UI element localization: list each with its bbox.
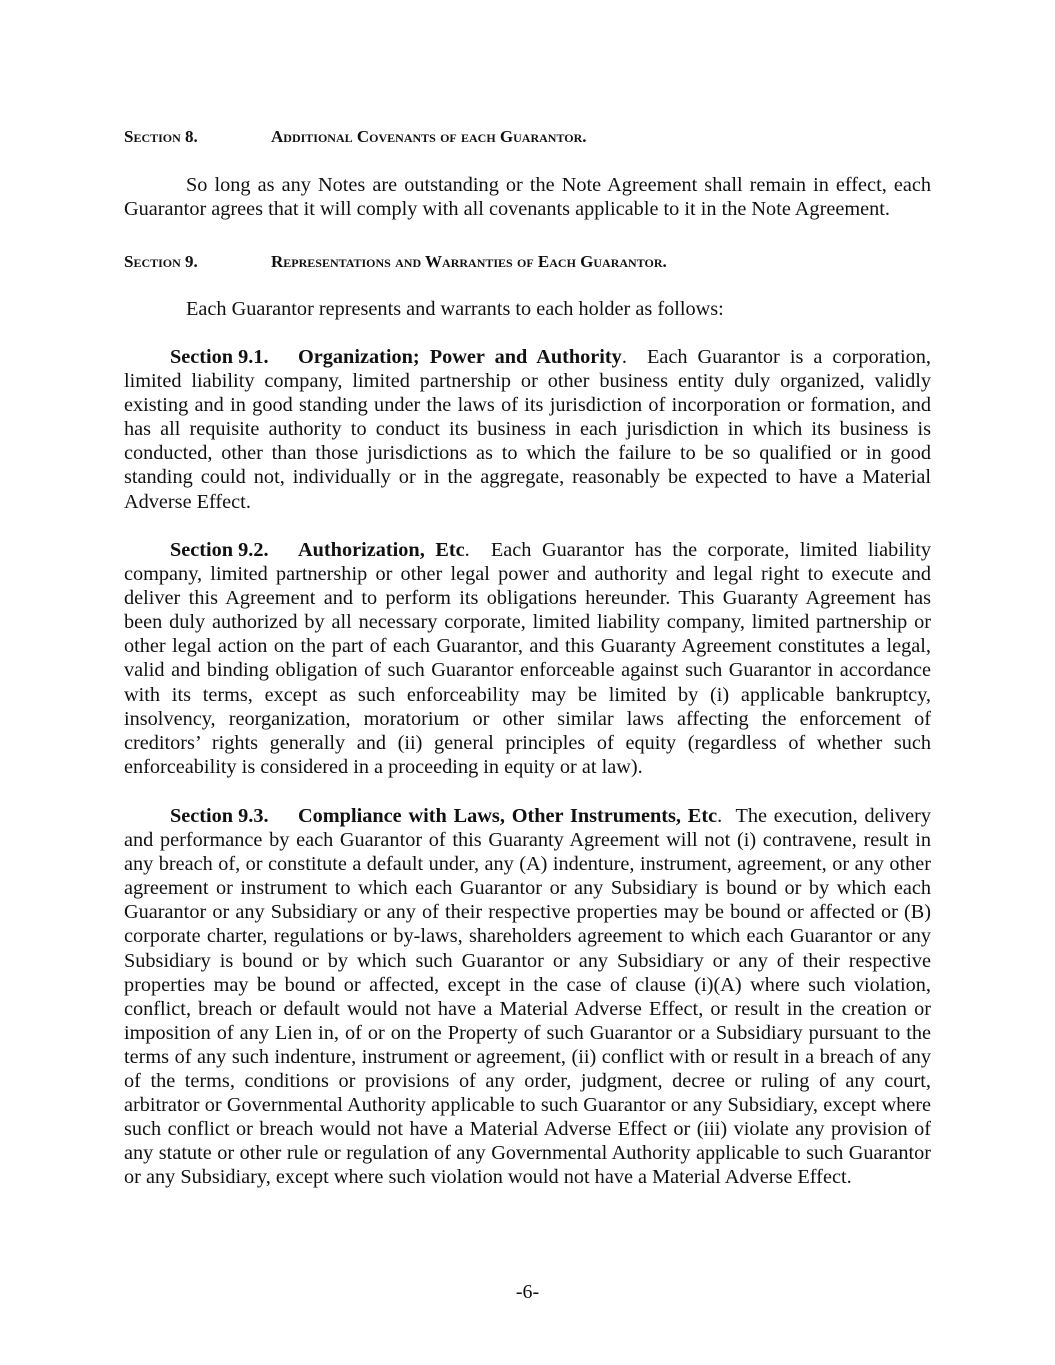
section-9-intro: Each Guarantor represents and warrants to each holder as follows: [186, 298, 724, 320]
section-8-heading: Section 8. Additional Covenants of each Guarantor. [124, 125, 931, 149]
section-number: Section 9. [124, 252, 198, 271]
subsection-number: Section 9.3. [170, 805, 269, 827]
subsection-body: The execution, delivery and performance by each Guarantor of this Guaranty Agreement will not (i) contravene, result in any breach of, or constitute a default under, any (A) indenture, instrument, agreement, or any other agreement or instrument to which each Guarantor or any Subsidiary is bound or by which each Guarantor or any Subsidiary or any of their respective properties may be bound or affected or (B) corporate charter, regulations or by-laws, shareholders agreement to which each Guarantor or any Subsidiary is bound or by which such Guarantor or any Subsidiary or any of their respective properties may be bound or affected, except in the case of clause (i)(A) where such violation, conflict, breach or default would not have a Material Adverse Effect, or result in the creation or imposition of any Lien in, of or on the Property of such Guarantor or a Subsidiary pursuant to the terms of any such indenture, instrument or agreement, (ii) conflict with or result in a breach of any of the terms, conditions or provisions of any order, judgment, decree or ruling of any court, arbitrator or Governmental Authority applicable to such Guarantor or any Subsidiary, except where such conflict or breach would not have a Material Adverse Effect or (iii) violate any provision of any statute or other rule or regulation of any Governmental Authority applicable to such Guarantor or any Subsidiary, except where such violation would not have a Material Adverse Effect. [124, 805, 931, 1189]
subsection-body: Each Guarantor has the corporate, limited liability company, limited partnership or other legal power and authority and legal right to execute and deliver this Agreement and to perform its obligations hereunder. This Guaranty Agreement has been duly authorized by all necessary corporate, limited liability company, limited partnership or other legal action on the part of each Guarantor, and this Guaranty Agreement constitutes a legal, valid and binding obligation of such Guarantor enforceable against such Guarantor in accordance with its terms, except as such enforceability may be limited by (i) applicable bankruptcy, insolvency, reorganization, moratorium or other similar laws affecting the enforcement of creditors’ rights generally and (ii) general principles of equity (regardless of whether such enforceability is considered in a proceeding in equity or at law). [124, 539, 932, 778]
section-title: Additional Covenants of each Guarantor [271, 127, 583, 146]
section-number: Section 8. [124, 127, 198, 146]
subsection-title: Authorization, Etc [298, 539, 465, 561]
section-title: Representations and Warranties of Each Guarantor [271, 252, 663, 271]
subsection-body: Each Guarantor is a corporation, limited liability company, limited partnership or other business entity duly organized, validly existing and in good standing under the laws of its jurisdiction of incorporation or formation, and has all requisite authority to conduct its business in each jurisdiction in which its business is conducted, other than those jurisdictions as to which the failure to be so qualified or in good standing could not, individually or in the aggregate, reasonably be expected to have a Material Adverse Effect. [124, 346, 931, 513]
subsection-9-2: Section 9.2. Authorization, Etc. Each Guarantor has the corporate, limited liability company, limited partnership or other legal power and authority and legal right to execute and deliver this Agreement and to perform its obligations hereunder. This Guaranty Agreement has been duly authorized by all necessary corporate, limited liability company, limited partnership or other legal action on the part of each Guarantor, and this Guaranty Agreement constitutes a legal, valid and binding obligation of such Guarantor enforceable against such Guarantor in accordance with its terms, except as such enforceability may be limited by (i) applicable bankruptcy, insolvency, reorganization, moratorium or other similar laws affecting the enforcement of creditors’ rights generally and (ii) general principles of equity (regardless of whether such enforceability is considered in a proceeding in equity or at law). [124, 539, 932, 778]
subsection-9-1: Section 9.1. Organization; Power and Authority. Each Guarantor is a corporation, limited liability company, limited partnership or other business entity duly organized, validly existing and in good standing under the laws of its jurisdiction of incorporation or formation, and has all requisite authority to conduct its business in each jurisdiction in which its business is conducted, other than those jurisdictions as to which the failure to be so qualified or in good standing could not, individually or in the aggregate, reasonably be expected to have a Material Adverse Effect. [124, 346, 931, 513]
subsection-title: Compliance with Laws, Other Instruments, Etc [298, 805, 718, 827]
section-8-body: So long as any Notes are outstanding or the Note Agreement shall remain in effect, each Guarantor agrees that it will comply with all covenants applicable to it in the Note Agreement. [124, 174, 931, 221]
subsection-title: Organization; Power and Authority [298, 346, 622, 368]
section-9-heading: Section 9. Representations and Warranties of Each Guarantor. [124, 250, 931, 274]
page-number: -6- [515, 1281, 540, 1303]
subsection-number: Section 9.1. [170, 346, 269, 368]
subsection-9-3: Section 9.3. Compliance with Laws, Other Instruments, Etc. The execution, delivery and performance by each Guarantor of this Guaranty Agreement will not (i) contravene, result in any breach of, or constitute a default under, any (A) indenture, instrument, agreement, or any other agreement or instrument to which each Guarantor or any Subsidiary is bound or by which each Guarantor or any Subsidiary or any of their respective properties may be bound or affected or (B) corporate charter, regulations or by-laws, shareholders agreement to which each Guarantor or any Subsidiary is bound or by which such Guarantor or any Subsidiary or any of their respective properties may be bound or affected, except in the case of clause (i)(A) where such violation, conflict, breach or default would not have a Material Adverse Effect, or result in the creation or imposition of any Lien in, of or on the Property of such Guarantor or a Subsidiary pursuant to the terms of any such indenture, instrument or agreement, (ii) conflict with or result in a breach of any of the terms, conditions or provisions of any order, judgment, decree or ruling of any court, arbitrator or Governmental Authority applicable to such Guarantor or any Subsidiary, except where such conflict or breach would not have a Material Adverse Effect or (iii) violate any provision of any statute or other rule or regulation of any Governmental Authority applicable to such Guarantor or any Subsidiary, except where such violation would not have a Material Adverse Effect. [124, 805, 931, 1189]
subsection-number: Section 9.2. [170, 539, 269, 561]
